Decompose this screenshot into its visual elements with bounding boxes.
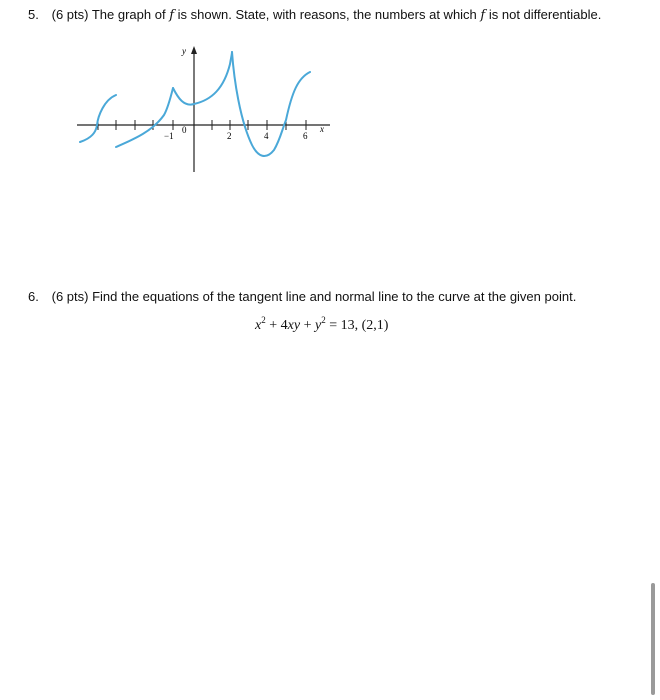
- problem-text-part: is shown. State, with reasons, the numbers at which: [177, 7, 477, 22]
- equation-term: +: [300, 318, 315, 333]
- tick-label-2: 2: [227, 131, 232, 141]
- equation-exponent: 2: [321, 315, 326, 325]
- curve-segment-left: [80, 95, 116, 142]
- problem-text-part: is not differentiable.: [488, 7, 602, 22]
- function-graph: [72, 40, 342, 180]
- scrollbar-thumb[interactable]: [651, 583, 655, 695]
- problem-text: Find the equations of the tangent line and normal line to the curve at the given point.: [92, 289, 577, 304]
- problem-6-statement: [28, 289, 576, 305]
- tick-label-6: 6: [303, 131, 308, 141]
- problem-5-statement: [28, 7, 601, 24]
- equation-y: y: [314, 318, 322, 333]
- curve-segment-right-of-corner: [173, 52, 232, 105]
- function-variable: f: [480, 8, 486, 23]
- curve-equation: [255, 315, 389, 334]
- curve-segment-valley: [232, 52, 310, 156]
- problem-number: 5.: [28, 7, 39, 22]
- tick-label-0: 0: [182, 125, 187, 135]
- problem-text-part: The graph of: [91, 7, 166, 22]
- y-axis-label: y: [182, 46, 186, 56]
- problem-points: (6 pts): [51, 7, 89, 22]
- x-axis-label: x: [320, 124, 324, 134]
- equation-x: x: [255, 318, 262, 333]
- equation-rhs: = 13, (2,1): [325, 318, 389, 333]
- equation-exponent: 2: [261, 315, 266, 325]
- tick-label-neg1: −1: [164, 131, 174, 141]
- tick-label-4: 4: [264, 131, 269, 141]
- problem-number: 6.: [28, 289, 39, 304]
- equation-xy: xy: [287, 318, 301, 333]
- problem-points: (6 pts): [51, 289, 89, 304]
- function-variable: f: [169, 8, 175, 23]
- y-axis-arrow: [191, 46, 197, 54]
- equation-term: + 4: [265, 318, 288, 333]
